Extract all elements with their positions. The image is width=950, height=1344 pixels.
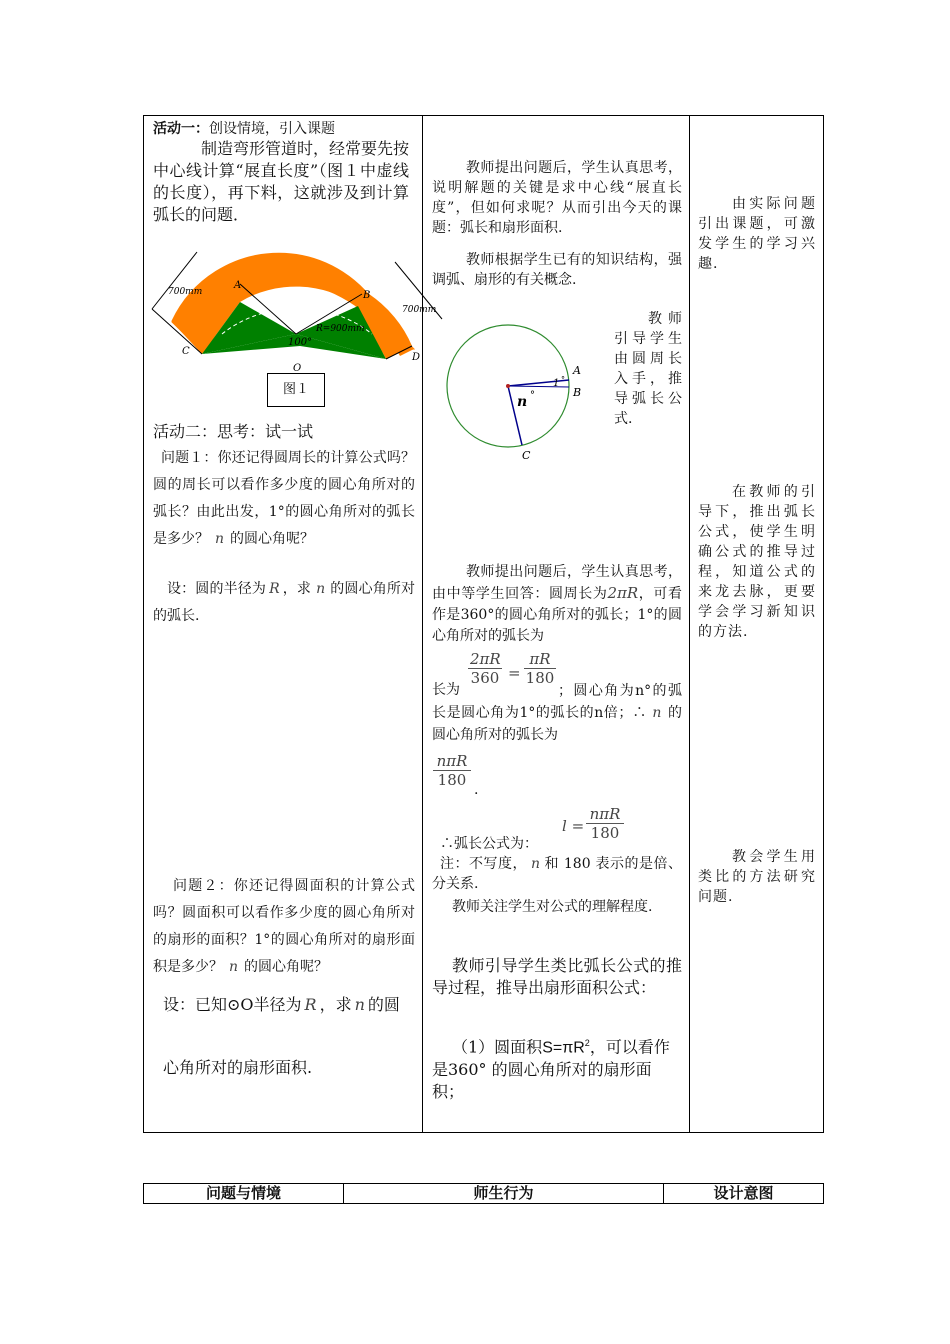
intent3: 教会学生用类比的方法研究问题. [698,849,816,905]
fraction-equals: = [508,664,521,682]
col2-para4-n: n [652,705,662,721]
col2-para7-S: S=πR [542,1039,585,1057]
header-problem-context: 问题与情境 [205,1185,281,1202]
label-B: B [363,290,371,301]
setup1-a: 设：圆的半径为 [167,581,267,597]
col2-note-b: 和 180 表示的是倍、分关系. [432,856,682,892]
col2-para1: 教师提出问题后，学生认真思考，说明解题的关键是求中心线“展直长度”，但如何求呢？从而引出今天的课题：弧长和扇形面积. [432,160,682,236]
intent2: 在教师的引导下，推出弧长公式，使学生明确公式的推导过程，知道公式的来龙去脉，更要学会学习新知识的方法. [698,484,816,640]
table2-right-border [823,1183,824,1204]
fraction1-denominator: 360 [470,669,500,687]
setup2-R: R [304,995,317,1014]
setup1-R: R [269,581,280,597]
question1 [153,445,415,553]
fig2-label-B: B [573,386,582,399]
col2-para7-a: （1）圆面积 [452,1037,543,1057]
header-teacher-student: 师生行为 [473,1185,534,1202]
table1-divider-2 [689,115,690,1133]
label-C: C [182,346,190,357]
radius-to-A [508,380,569,386]
radius-to-B [508,386,569,387]
question2-text: 问题２：你还记得圆面积的计算公式吗？圆面积可以看作多少度的圆心角所对的扇形的面积？1°的圆心角所对的扇形面积是多少？ [153,878,415,975]
col2-para4-c: ；圆心角为n°的弧长是圆心角为1°的弧长的n倍；∴ [432,683,682,721]
activity1-title-rest: 创设情境，引入课题 [209,120,335,136]
label-A: A [234,280,242,291]
setup2-c: 的圆 [367,995,400,1014]
setup2-b: ，求 [319,995,352,1014]
label-O: O [293,363,302,374]
fraction-npiR-180 [433,752,471,789]
col2-note-n: n [530,856,540,872]
col2-para5: 教师关注学生对公式的理解程度. [452,899,653,915]
table1-top-border [143,115,824,116]
label-D: D [412,352,421,363]
question1-text: 问题１：你还记得圆周长的计算公式吗？圆的周长可以看作多少度的圆心角所对的弧长？由此出发，1°的圆心角所对的弧长是多少？ [153,450,415,547]
question1-tail: 的圆心角呢？ [230,531,315,547]
center-point [506,384,510,388]
col2-para3: 教师引导学生由圆周长入手，推导弧长公式. [614,311,682,427]
fig2-label-n-deg: ° [530,390,535,401]
col2-para2: 教师根据学生已有的知识结构，强调弧、扇形的有关概念. [432,252,682,288]
setup2 [153,994,415,1016]
label-700-right: 700mm [402,305,437,315]
setup1 [153,576,415,630]
table1-bottom-border [143,1132,824,1133]
fig2-label-A: A [573,364,581,377]
col2-para7-sup: 2 [584,1038,590,1048]
label-700-left: 700mm [168,287,203,297]
col2-para7 [432,1032,682,1103]
col2-para4-d: 的圆心角所对的弧长为 [432,705,682,743]
col2-para4-2piR: 2πR [607,584,639,602]
setup2-continued: 心角所对的扇形面积. [163,1058,313,1077]
table1-right-border [823,115,824,1133]
figure1-caption: 图１ [282,382,309,397]
figure1-bent-pipe [150,234,437,374]
col2-para4-a: 教师提出问题后，学生认真思考，由中等学生回答：圆周长为 [432,564,682,602]
question2-tail: 的圆心角呢？ [244,959,329,975]
setup1-b: ，求 [282,581,312,597]
fraction1-numerator: 2πR [470,650,501,668]
label-angle: 100° [288,337,313,348]
col2-para7-b: ，可以看作是360° 的圆心角所对的扇形面积； [432,1037,670,1102]
setup2-a: 设：已知⊙O半径为 [163,995,302,1014]
setup1-n: n [316,581,326,597]
formula-label: ∴弧长公式为： [440,836,538,852]
fraction2-numerator: πR [524,650,556,669]
intent1: 由实际问题引出课题，可激发学生的学习兴趣. [698,196,816,272]
col2-note [432,854,682,894]
fig2-label-1: 1 [553,378,560,389]
activity1-body: 制造弯形管道时，经常要先按中心线计算“展直长度”（图１中虚线的长度），再下料，这就涉及到计算弧长的问题． [153,139,410,224]
fraction3-denominator: 180 [437,771,467,789]
formula-fraction [586,805,624,842]
fraction3-numerator: nπR [433,752,471,771]
figure2-circle [440,318,615,468]
arc-length-prefix: 长为 [432,682,460,698]
col2-note-a: 注：不写度， [440,856,527,872]
col2-para4-continued [432,680,682,746]
question2-n: n [229,959,239,975]
question2 [153,873,415,981]
formula-numerator: nπR [586,805,624,824]
fraction2-denominator: 180 [525,669,555,687]
formula-denominator: 180 [590,824,620,842]
setup1-c: 的圆心角所对的弧长. [153,581,416,624]
activity2-title: 活动二：思考：试一试 [153,422,314,441]
formula-l: l = [562,817,585,835]
label-radius: R=900mm [316,324,365,334]
header-design-intent: 设计意图 [713,1185,774,1202]
fraction3-period: . [474,782,479,798]
setup2-n: n [354,995,365,1014]
fig2-label-C: C [522,449,531,462]
activity1-title [153,118,415,138]
activity1-title-bold: 活动一： [153,120,209,136]
question1-n: n [215,531,225,547]
col2-para4-b: ，可看作是360°的圆心角所对的弧长；1°的圆心角所对的弧长为 [432,586,682,644]
fig2-label-n: n [517,394,528,410]
table1-left-border [143,115,144,1133]
col2-para6: 教师引导学生类比弧长公式的推导过程，推导出扇形面积公式： [432,956,682,997]
col2-para4 [432,562,682,647]
fig2-label-1-deg: ° [561,375,565,384]
